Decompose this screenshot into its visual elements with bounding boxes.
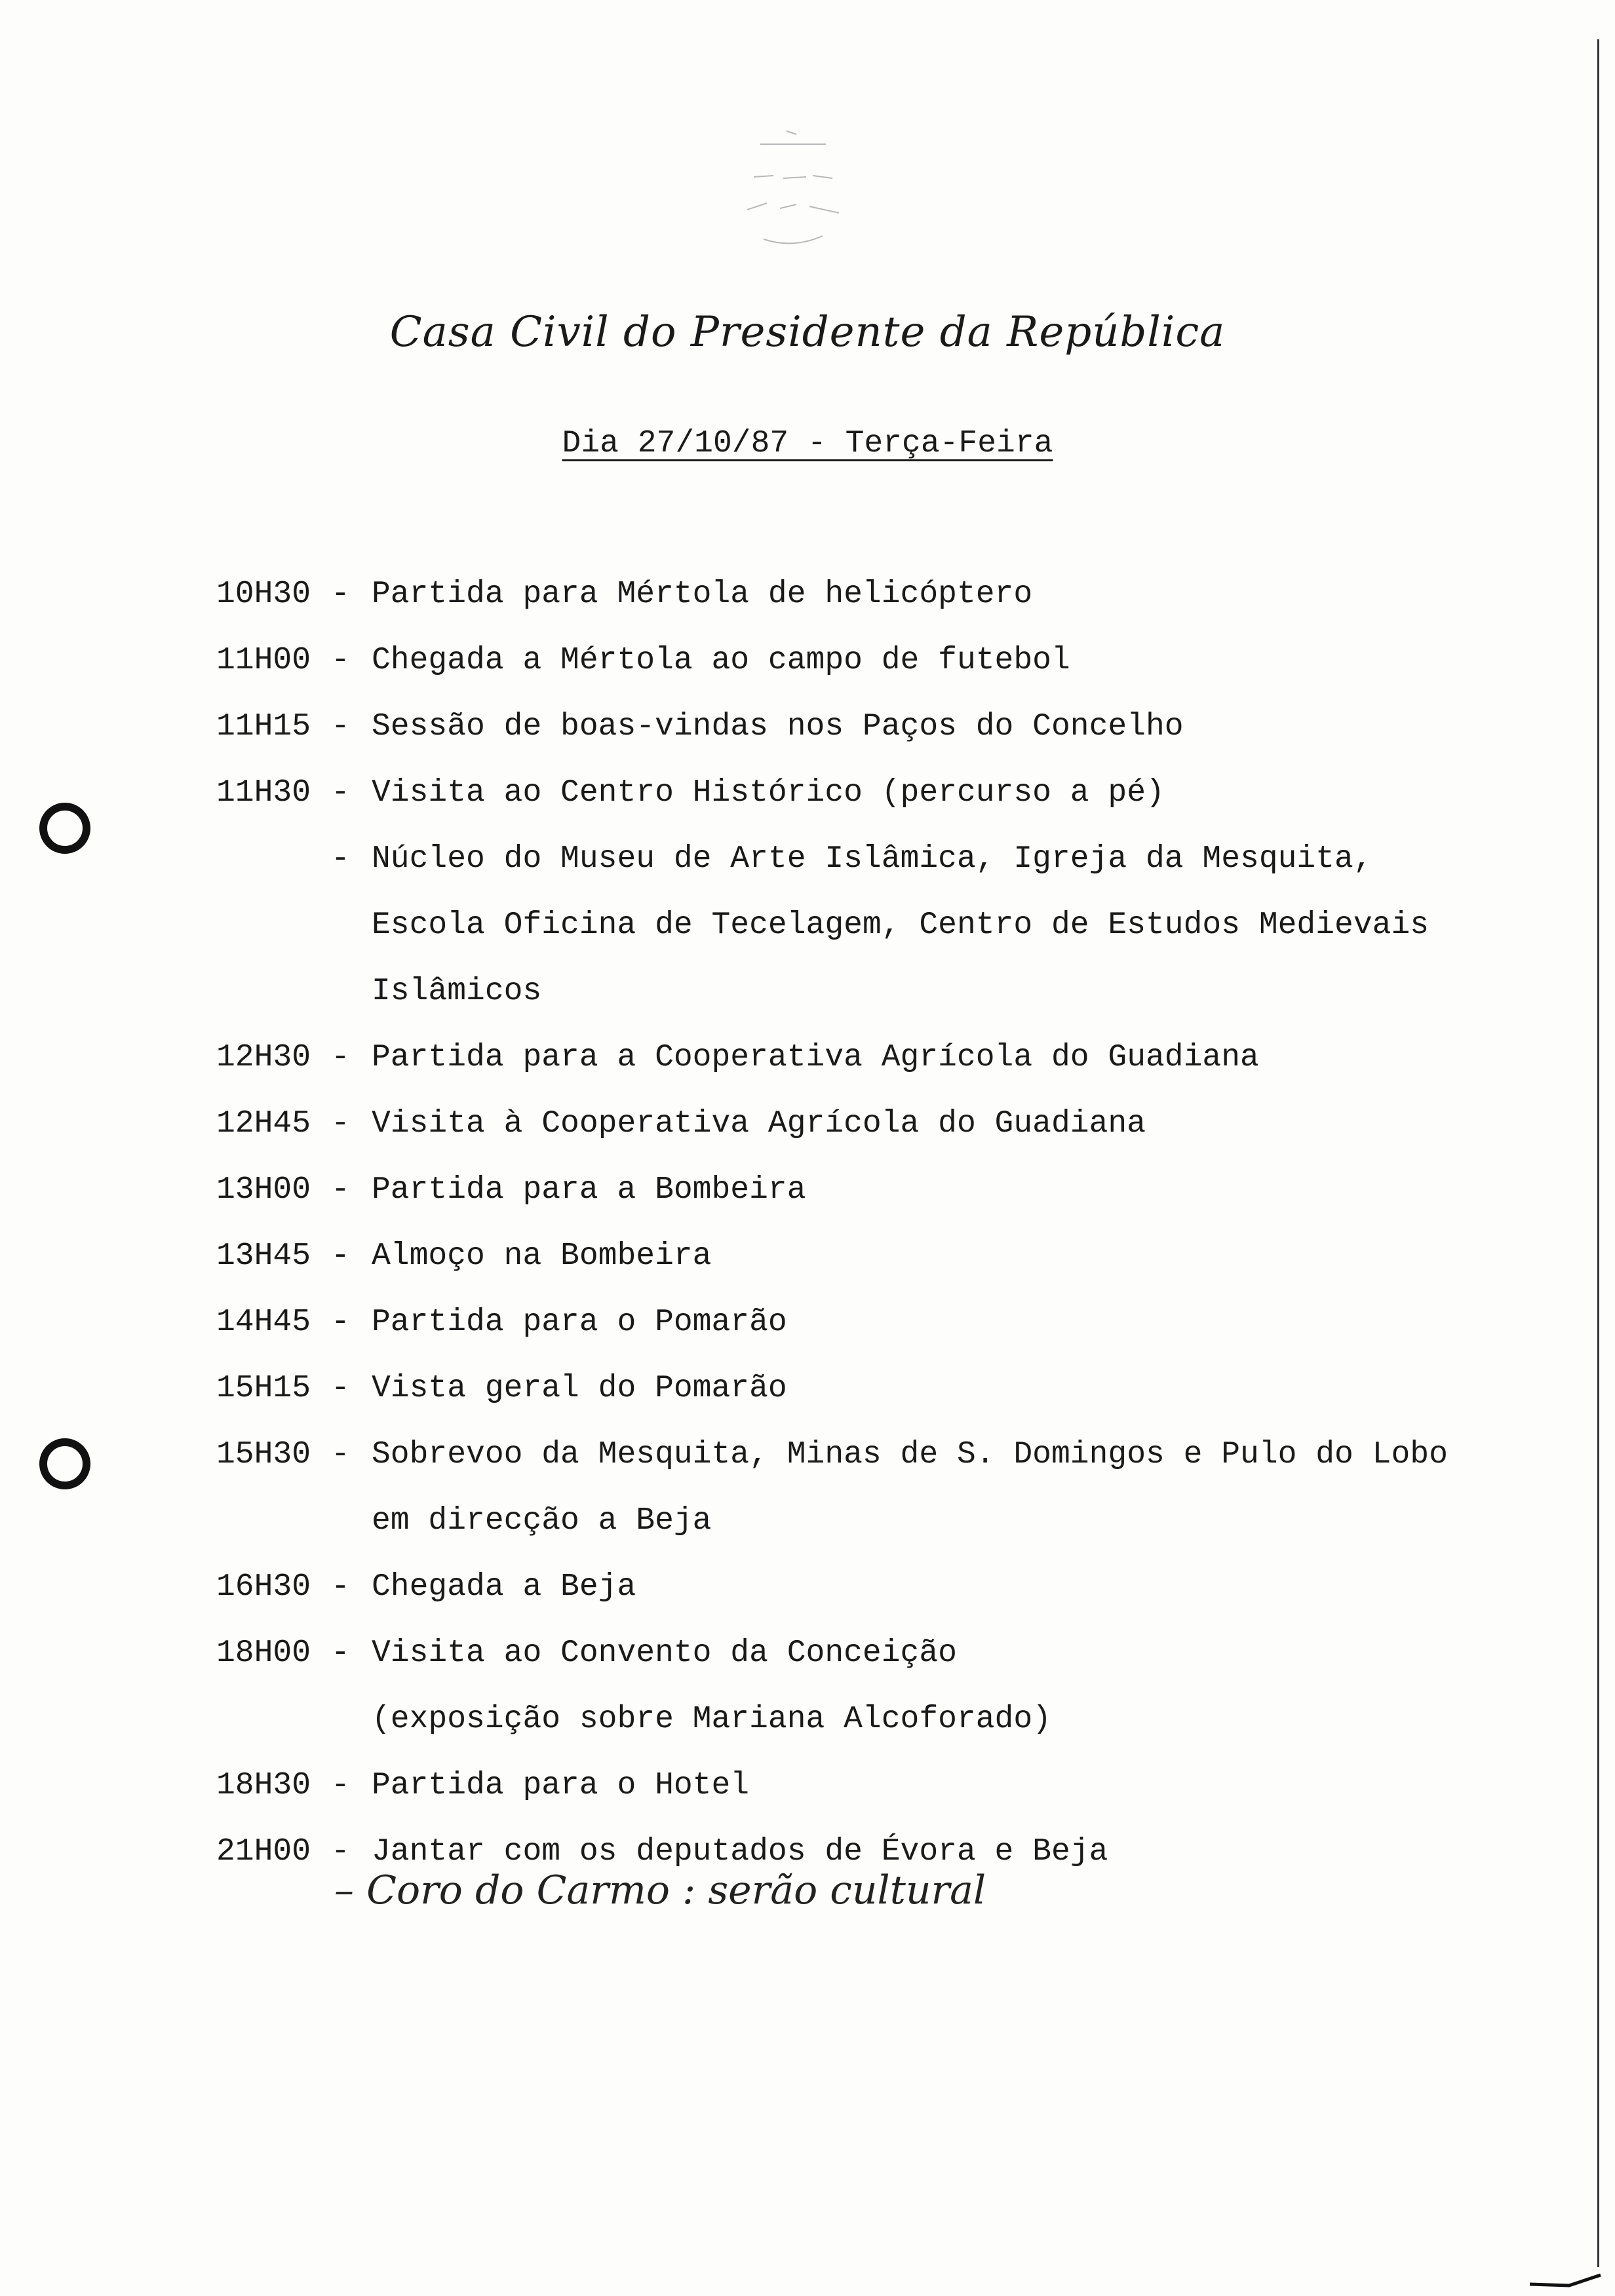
schedule-text: Jantar com os deputados de Évora e Beja [372,1834,1108,1869]
punch-hole-top [39,803,90,854]
schedule-time: 12H30 [216,1040,311,1075]
schedule-time: 13H45 [216,1238,311,1274]
schedule-text: Partida para a Bombeira [372,1172,806,1208]
schedule-text: Partida para o Pomarão [372,1305,787,1340]
schedule-text: Chegada a Beja [372,1569,636,1605]
schedule-text: Almoço na Bombeira [372,1238,712,1274]
schedule-dash: - [331,643,350,678]
schedule-time: 12H45 [216,1106,311,1141]
schedule-text-continued: Escola Oficina de Tecelagem, Centro de Estudos Medievais [372,908,1430,943]
schedule-time: 11H30 [216,775,311,811]
schedule-dash: - [331,1238,350,1274]
page-edge-line [1597,39,1599,2267]
punch-hole-bottom [39,1438,90,1489]
schedule-dash: - [331,1106,350,1141]
schedule-text: Visita ao Convento da Conceição [372,1636,957,1671]
schedule-text-continued: (exposição sobre Mariana Alcoforado) [372,1702,1051,1737]
schedule-time: 21H00 [216,1834,311,1869]
schedule-dash: - [331,841,350,877]
schedule-time: 18H30 [216,1768,311,1803]
corner-ink-mark [1530,2271,1602,2288]
schedule-time: 14H45 [216,1305,311,1340]
schedule-time: 18H00 [216,1636,311,1671]
schedule-text: Sobrevoo da Mesquita, Minas de S. Domingos e Pulo do Lobo [372,1437,1448,1472]
schedule-dash: - [331,577,350,612]
schedule-time: 15H15 [216,1371,311,1406]
schedule-time: 11H00 [216,643,311,678]
schedule-dash: - [331,775,350,811]
schedule-text: Sessão de boas-vindas nos Paços do Concelho [372,709,1184,744]
schedule-dash: - [331,1437,350,1472]
schedule-text: Núcleo do Museu de Arte Islâmica, Igreja da Mesquita, [372,841,1372,877]
schedule-text: Chegada a Mértola ao campo de futebol [372,643,1070,678]
schedule-time: 13H00 [216,1172,311,1208]
schedule-text: Visita ao Centro Histórico (percurso a pé) [372,775,1165,811]
schedule-dash: - [331,1569,350,1605]
faint-seal-mark [734,118,852,269]
schedule-dash: - [331,1305,350,1340]
schedule-text-continued: em direcção a Beja [372,1503,712,1539]
schedule-text: Partida para Mértola de helicóptero [372,577,1033,612]
letterhead: Casa Civil do Presidente da República [389,308,1226,356]
schedule-dash: - [331,1040,350,1075]
schedule-dash: - [331,1172,350,1208]
handwritten-note: – Coro do Carmo : serão cultural [334,1867,986,1913]
schedule-time: 10H30 [216,577,311,612]
schedule-dash: - [331,1636,350,1671]
schedule-dash: - [331,709,350,744]
schedule-time: 11H15 [216,709,311,744]
schedule-dash: - [331,1768,350,1803]
schedule-text-continued: Islâmicos [372,974,542,1009]
schedule-time: 16H30 [216,1569,311,1605]
schedule-text: Partida para a Cooperativa Agrícola do Guadiana [372,1040,1259,1075]
schedule-text: Vista geral do Pomarão [372,1371,787,1406]
date-title: Dia 27/10/87 - Terça-Feira [562,426,1053,461]
schedule-time: 15H30 [216,1437,311,1472]
schedule-text: Partida para o Hotel [372,1768,750,1803]
schedule-text: Visita à Cooperativa Agrícola do Guadiana [372,1106,1146,1141]
schedule-dash: - [331,1371,350,1406]
schedule-dash: - [331,1834,350,1869]
